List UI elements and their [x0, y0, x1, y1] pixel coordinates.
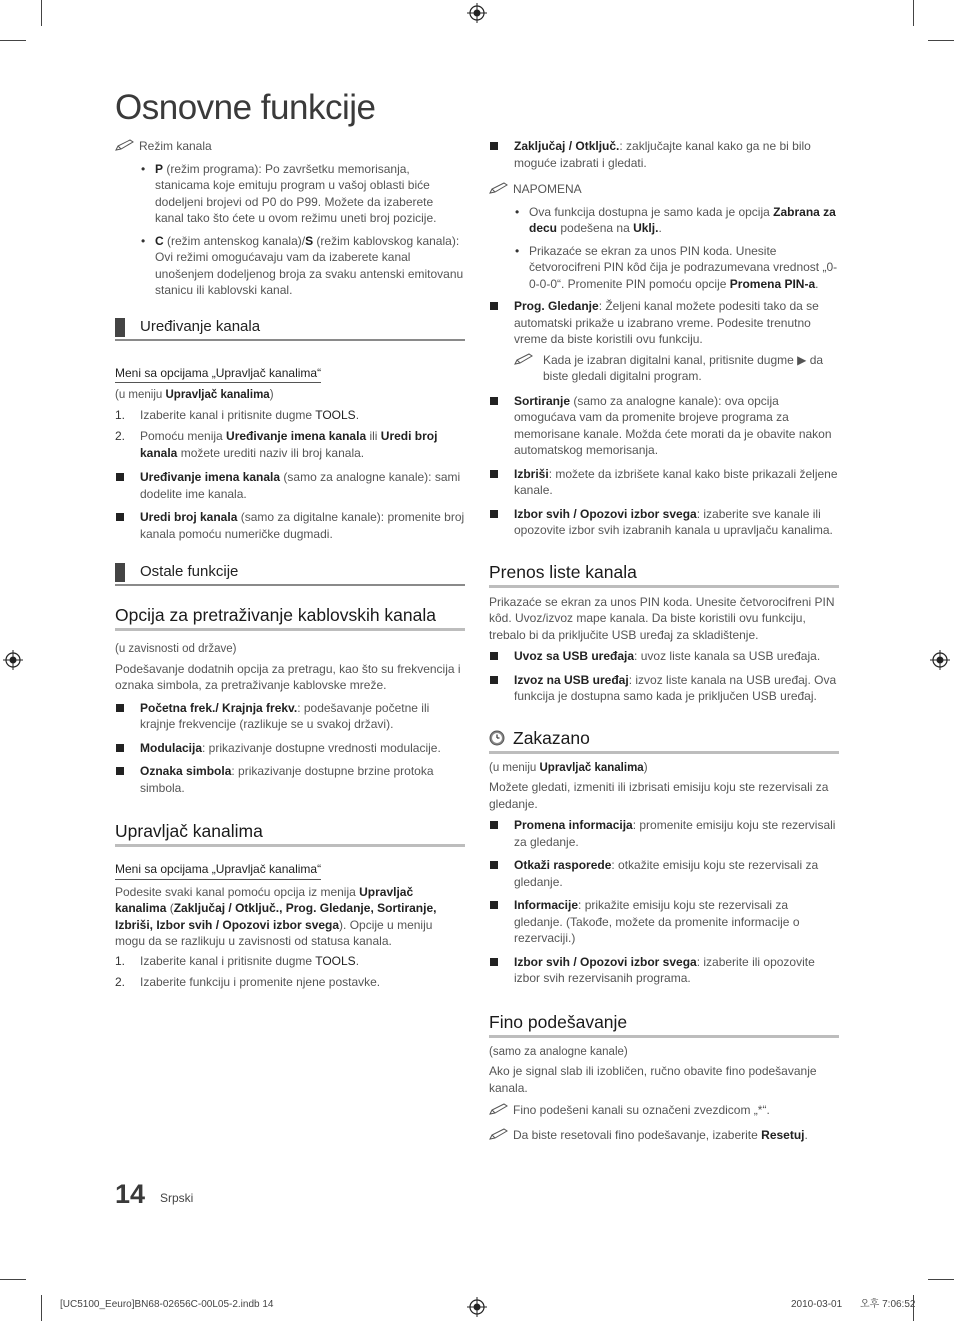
section-description: Možete gledati, izmeniti ili izbrisati emisiju koju ste rezervisali za gledanje. — [489, 780, 829, 811]
page-number: 14 — [115, 1179, 146, 1209]
note-text: Da biste resetovali fino podešavanje, izaberite Resetuj. — [513, 1127, 808, 1142]
option-item: Sortiranje (samo za analogne kanale): ova opcija omogućava vam da promenite brojeve programa za memorisane kanale. Možda ćete morati da je obavite nakon automatskog memorisanja. — [489, 393, 839, 459]
square-bullet-icon — [490, 652, 498, 660]
crop-mark — [0, 1279, 26, 1280]
option-item: Otkaži rasporede: otkažite emisiju koju ste rezervisali za gledanje. — [489, 857, 839, 890]
section-description: Ako je signal slab ili izobličen, ručno obavite fino podešavanje kanala. — [489, 1064, 817, 1095]
pencil-note-icon — [489, 182, 509, 195]
square-bullet-icon — [490, 958, 498, 966]
country-note: (u zavisnosti od države) — [115, 643, 237, 655]
note-fino-2 — [489, 1127, 839, 1144]
step-item: 1. Izaberite kanal i pritisnite dugme TOOLS. — [115, 953, 360, 968]
note-text: Režim kanala — [139, 139, 212, 153]
page-title: Osnovne funkcije — [115, 88, 376, 127]
option-item: Izvoz na USB uređaj: izvoz liste kanala na USB uređaj. Ova funkcija je dostupna samo kada je priključen USB uređaj. — [489, 672, 839, 705]
option-item: Uređivanje imena kanala (samo za analogne kanale): sami dodelite ime kanala. — [115, 469, 465, 502]
option-item: Informacije: prikažite emisiju koju ste rezervisali za gledanje. (Takođe, možete da promenite informacije o rezervaciji.) — [489, 897, 839, 947]
note-prog-gledanje — [514, 352, 839, 385]
square-bullet-icon — [116, 704, 124, 712]
subheading-text: Uređivanje kanala — [140, 317, 261, 335]
note-fino-1 — [489, 1102, 839, 1119]
square-bullet-icon — [116, 767, 124, 775]
heading-bar — [115, 318, 125, 337]
note-napomena — [489, 181, 839, 198]
crop-mark — [0, 40, 26, 41]
option-item: Promena informacija: promenite emisiju koju ste rezervisali za gledanje. — [489, 817, 839, 850]
option-item: Izbor svih / Opozovi izbor svega: izaberite sve kanale ili opozovite izbor svih izabranih kanala u upravljaču kanalima. — [489, 506, 839, 539]
crop-mark — [913, 0, 914, 26]
pencil-note-icon — [489, 1128, 509, 1141]
crop-mark — [928, 1279, 954, 1280]
section-heading-text: Zakazano — [513, 727, 590, 748]
list-item — [115, 161, 465, 227]
crop-mark — [41, 1295, 42, 1321]
in-menu-note: (u meniju Upravljač kanalima) — [489, 761, 648, 774]
pencil-note-icon — [489, 1103, 509, 1116]
section-heading-prenos: Prenos liste kanala — [489, 561, 839, 588]
option-item: Izbor svih / Opozovi izbor svega: izaberite ili opozovite izbor svih rezervisanih programa. — [489, 954, 839, 987]
step-item: 2. Izaberite funkciju i promenite njene postavke. — [115, 975, 381, 989]
square-bullet-icon — [490, 676, 498, 684]
square-bullet-icon — [116, 473, 124, 481]
menu-path: Meni sa opcijama „Upravljač kanalima“ — [115, 861, 321, 880]
section-heading-zakazano — [489, 727, 839, 754]
option-item: Početna frek./ Krajnja frekv.: podešavanje početne ili krajnje frekvencije (razlikuje se u svakoj državi). — [115, 700, 465, 733]
crop-mark — [41, 0, 42, 26]
option-item: Modulacija: prikazivanje dostupne vrednosti modulacije. — [115, 740, 465, 757]
square-bullet-icon — [490, 470, 498, 478]
note-text: Kada je izabran digitalni kanal, pritisnite dugme ▶ da biste gledali digitalni program. — [543, 352, 824, 383]
step-item: 1. Izaberite kanal i pritisnite dugme TOOLS. — [115, 407, 360, 422]
print-slug-time: 오후 7:06:52 — [860, 1299, 916, 1310]
clock-icon — [489, 730, 505, 746]
print-slug-file: [UC5100_Eeuro]BN68-02656C-00L05-2.indb 14 — [60, 1299, 274, 1310]
option-item: Uredi broj kanala (samo za digitalne kanale): promenite broj kanala pomoću numeričke dugmadi. — [115, 509, 465, 542]
square-bullet-icon — [490, 510, 498, 518]
square-bullet-icon — [490, 302, 498, 310]
note-text: NAPOMENA — [513, 182, 582, 196]
square-bullet-icon — [116, 744, 124, 752]
note-rezim-kanala — [115, 138, 465, 155]
registration-mark-icon — [467, 1297, 487, 1317]
registration-mark-icon — [467, 3, 487, 23]
list-item — [115, 233, 465, 299]
key-term: S — [305, 233, 314, 248]
registration-mark-icon — [930, 650, 950, 670]
rezim-bullet-list — [115, 161, 465, 299]
item-text: (režim antenskog kanala)/ — [163, 233, 306, 248]
item-text: (režim kablovskog kanala): Ovi režimi omogućavaju vam da izaberete kanal unošenjem dodeljenog broja za svaku antenski emitovanu stanicu ili kablovski kanal. — [155, 233, 464, 297]
option-item: Zaključaj / Otključ.: zaključajte kanal kako ga ne bi bilo moguće izabrati i gledati. — [489, 138, 839, 171]
key-term: P — [155, 161, 164, 176]
right-column — [489, 138, 839, 1149]
page-language: Srpski — [160, 1191, 194, 1205]
pencil-note-icon — [115, 139, 135, 152]
section-description: Podesite svaki kanal pomoću opcija iz menija Upravljač kanalima (Zaključaj / Otključ., Prog. Gledanje, Sortiranje, Izbriši, Izbor svih / Opozovi izbor svega). Opcije u meniju mogu da se razlikuju u zavisnosti od statusa kanala. — [115, 884, 437, 948]
section-description: Prikazaće se ekran za unos PIN koda. Unesite četvorocifreni PIN kôd. Uvoz/izvoz mape kanala. Da biste koristili ovu funkciju, trebalo bi da priključite USB uređaj za skladištenje. — [489, 594, 835, 642]
menu-path: Meni sa opcijama „Upravljač kanalima“ — [115, 365, 321, 384]
crop-mark — [928, 40, 954, 41]
square-bullet-icon — [490, 821, 498, 829]
registration-mark-icon — [3, 650, 23, 670]
square-bullet-icon — [490, 901, 498, 909]
step-item: 2. Pomoću menija Uređivanje imena kanala ili Uredi broj kanala možete urediti naziv ili broj kanala. — [115, 429, 438, 460]
note-text: Fino podešeni kanali su označeni zvezdicom „*“. — [513, 1103, 770, 1117]
square-bullet-icon — [490, 397, 498, 405]
list-item: • Ova funkcija dostupna je samo kada je opcija Zabrana za decu podešena na Uklj.. — [489, 204, 839, 237]
section-heading-upravljac: Upravljač kanalima — [115, 820, 465, 847]
square-bullet-icon — [490, 861, 498, 869]
section-description: Podešavanje dodatnih opcija za pretragu, kao što su frekvencija i oznaka simbola, za pretraživanje kablovske mreže. — [115, 661, 461, 692]
list-item: • Prikazaće se ekran za unos PIN koda. Unesite četvorocifreni PIN kôd čija je podrazumevana vrednost „0-0-0-0“. Promenite PIN pomoću opcije Promena PIN-a. — [489, 243, 839, 293]
option-item: Uvoz sa USB uređaja: uvoz liste kanala sa USB uređaja. — [489, 648, 839, 665]
section-heading-opcija: Opcija za pretraživanje kablovskih kanala — [115, 604, 465, 631]
key-term: C — [155, 233, 164, 248]
item-text: (režim programa): Po završetku memorisanja, stanicama koje emituju program u vašoj oblasti biće dodeljeni brojevi od P0 do P99. Možete da izaberete kanal tako što ćete u ovom režimu uneti broj pozicije. — [155, 161, 437, 225]
square-bullet-icon — [116, 513, 124, 521]
section-heading-fino: Fino podešavanje — [489, 1011, 839, 1038]
option-item: Oznaka simbola: prikazivanje dostupne brzine protoka simbola. — [115, 763, 465, 796]
heading-bar — [115, 563, 125, 582]
square-bullet-icon — [490, 142, 498, 150]
pencil-note-icon — [514, 353, 534, 366]
napomena-bullet-list — [489, 204, 839, 293]
subheading-text: Ostale funkcije — [140, 563, 239, 580]
analog-note: (samo za analogne kanale) — [489, 1045, 628, 1058]
left-column — [115, 138, 465, 996]
option-item: Prog. Gledanje: Željeni kanal možete podesiti tako da se automatski prikaže u izabrano vreme. Podesite trenutno vreme da biste koristili ovu funkciju. — [489, 298, 839, 348]
subheading-uredjivanje-kanala — [115, 317, 465, 341]
in-menu-note: (u meniju Upravljač kanalima) — [115, 389, 274, 401]
print-slug-date: 2010-03-01 — [791, 1299, 843, 1310]
option-item: Izbriši: možete da izbrišete kanal kako biste prikazali željene kanale. — [489, 466, 839, 499]
subheading-ostale-funkcije — [115, 562, 465, 586]
